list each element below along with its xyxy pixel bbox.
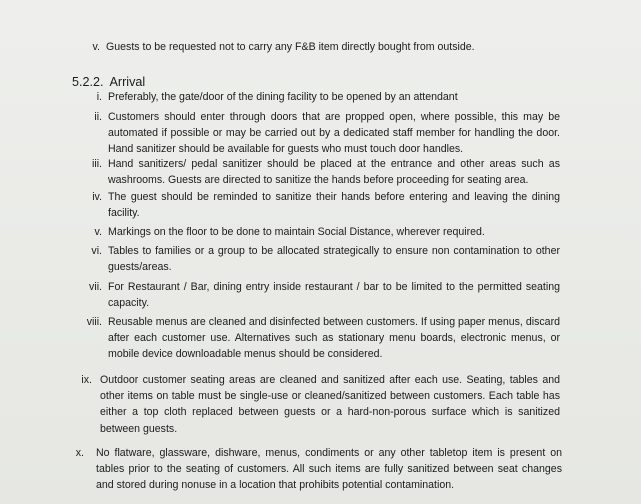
item-text: Customers should enter through doors that are propped open, where possible, this may be automated if possible or may be carried out by a dedicated staff member for handling the door. Hand sanitizer should be available for guests who must touch door handles. [108,111,560,156]
item-number: i. [96,91,102,103]
item-text: Guests to be requested not to carry any F&B item directly bought from outside. [106,41,475,53]
item-text: Outdoor customer seating areas are cleaned and sanitized after each use. Seating, tables and other items on table must be single-use or cleaned/sanitized between customers. Each table has either a top cloth replaced between guests or a hard-non-porous surface which is sanitized between guests. [100,374,560,435]
section-number: 5.2.2. [72,75,104,89]
item-number: v. [94,226,102,238]
section-title: Arrival [109,75,146,89]
item-text: Tables to families or a group to be allocated strategically to ensure non contamination to other guests/areas. [108,245,560,274]
item-text: For Restaurant / Bar, dining entry inside restaurant / bar to be limited to the permitted seating capacity. [108,281,560,310]
item-number: v. [92,41,100,53]
item-text: Markings on the floor to be done to maintain Social Distance, wherever required. [108,226,485,238]
item-number: x. [75,447,84,459]
item-text: No flatware, glassware, dishware, menus, condiments or any other tabletop item is present on tables prior to the seating of customers. All such items are fully sanitized between seat changes and stored during nonuse in a location that prohibits potential contamination. [96,447,562,492]
item-text: Reusable menus are cleaned and disinfected between customers. If using paper menus, discard after each customer use. Alternatives such as stationary menu boards, electronic menus, or mobile device downloadable menus should be considered. [108,316,560,361]
item-text: Preferably, the gate/door of the dining facility to be opened by an attendant [108,91,458,103]
item-number: iii. [91,158,102,170]
item-number: ix. [81,374,92,386]
section-heading [72,74,145,90]
item-number: viii. [86,316,102,328]
item-text: The guest should be reminded to sanitize their hands before entering and leaving the dining facility. [108,191,560,220]
item-number: ii. [94,111,102,123]
item-number: vii. [89,281,102,293]
item-number: vi. [91,245,102,257]
item-text: Hand sanitizers/ pedal sanitizer should be placed at the entrance and other areas such as washrooms. Guests are directed to sanitize the hands before proceeding for seating area. [108,158,560,187]
item-number: iv. [92,191,102,203]
